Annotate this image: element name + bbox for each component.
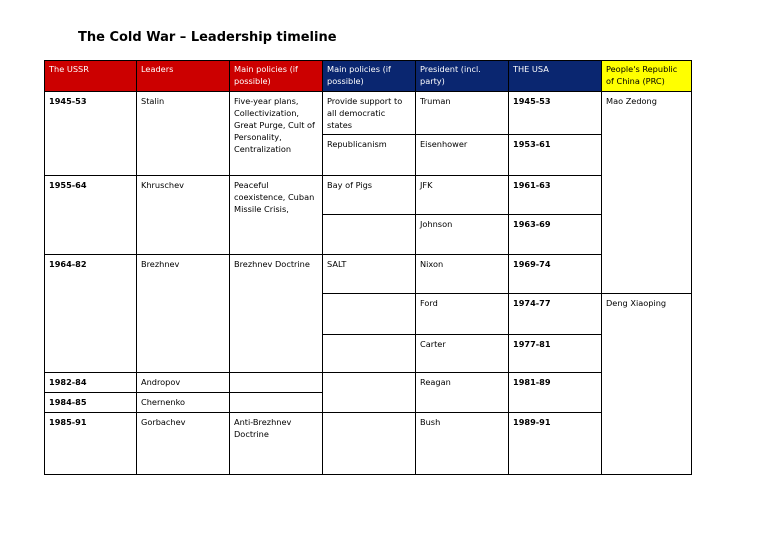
ussr-leader-cell: Brezhnev bbox=[137, 255, 230, 373]
leadership-timeline-table bbox=[44, 60, 692, 475]
ussr-policies-cell bbox=[230, 393, 323, 413]
ussr-leader-cell: Stalin bbox=[137, 92, 230, 176]
usa-policy-cell bbox=[323, 413, 416, 475]
usa-policy-cell bbox=[323, 373, 416, 413]
usa-policy-cell bbox=[323, 215, 416, 255]
usa-policy-cell: Provide support to all democratic states bbox=[323, 92, 416, 135]
table-row bbox=[45, 413, 692, 475]
usa-years-cell: 1981-89 bbox=[509, 373, 602, 413]
prc-leader-cell: Deng Xiaoping bbox=[602, 294, 692, 475]
usa-policy-cell bbox=[323, 335, 416, 373]
ussr-leader-cell: Gorbachev bbox=[137, 413, 230, 475]
table-row bbox=[45, 373, 692, 393]
ussr-policies-cell bbox=[230, 373, 323, 393]
header-usa: THE USA bbox=[509, 61, 602, 92]
ussr-policies-cell: Peaceful coexistence, Cuban Missile Crisis, bbox=[230, 176, 323, 255]
prc-leader-cell: Mao Zedong bbox=[602, 92, 692, 294]
usa-years-cell: 1989-91 bbox=[509, 413, 602, 475]
usa-president-cell: Reagan bbox=[416, 373, 509, 413]
header-ussr-policies: Main policies (if possible) bbox=[230, 61, 323, 92]
usa-years-cell: 1969-74 bbox=[509, 255, 602, 294]
header-president: President (incl. party) bbox=[416, 61, 509, 92]
ussr-policies-cell: Five-year plans, Collectivization, Great Purge, Cult of Personality, Centralization bbox=[230, 92, 323, 176]
table-row bbox=[45, 92, 692, 135]
usa-years-cell: 1977-81 bbox=[509, 335, 602, 373]
header-prc: People's Republic of China (PRC) bbox=[602, 61, 692, 92]
usa-years-cell: 1961-63 bbox=[509, 176, 602, 215]
ussr-leader-cell: Andropov bbox=[137, 373, 230, 393]
usa-years-cell: 1963-69 bbox=[509, 215, 602, 255]
usa-policy-cell: SALT bbox=[323, 255, 416, 294]
usa-policy-cell: Republicanism bbox=[323, 135, 416, 176]
usa-policy-cell bbox=[323, 294, 416, 335]
usa-president-cell: Ford bbox=[416, 294, 509, 335]
ussr-years-cell: 1955-64 bbox=[45, 176, 137, 255]
page-title: The Cold War – Leadership timeline bbox=[78, 30, 337, 45]
usa-president-cell: Eisenhower bbox=[416, 135, 509, 176]
header-ussr: The USSR bbox=[45, 61, 137, 92]
ussr-leader-cell: Chernenko bbox=[137, 393, 230, 413]
ussr-years-cell: 1985-91 bbox=[45, 413, 137, 475]
header-row bbox=[45, 61, 692, 92]
ussr-leader-cell: Khruschev bbox=[137, 176, 230, 255]
ussr-policies-cell: Anti-Brezhnev Doctrine bbox=[230, 413, 323, 475]
usa-years-cell: 1974-77 bbox=[509, 294, 602, 335]
header-usa-policies: Main policies (if possible) bbox=[323, 61, 416, 92]
usa-president-cell: Johnson bbox=[416, 215, 509, 255]
usa-president-cell: Carter bbox=[416, 335, 509, 373]
usa-president-cell: Nixon bbox=[416, 255, 509, 294]
usa-president-cell: Bush bbox=[416, 413, 509, 475]
usa-president-cell: JFK bbox=[416, 176, 509, 215]
usa-policy-cell: Bay of Pigs bbox=[323, 176, 416, 215]
table-row bbox=[45, 176, 692, 215]
ussr-years-cell: 1945-53 bbox=[45, 92, 137, 176]
header-leaders: Leaders bbox=[137, 61, 230, 92]
ussr-years-cell: 1984-85 bbox=[45, 393, 137, 413]
table-row bbox=[45, 255, 692, 294]
ussr-years-cell: 1982-84 bbox=[45, 373, 137, 393]
ussr-policies-cell: Brezhnev Doctrine bbox=[230, 255, 323, 373]
usa-years-cell: 1953-61 bbox=[509, 135, 602, 176]
usa-years-cell: 1945-53 bbox=[509, 92, 602, 135]
usa-president-cell: Truman bbox=[416, 92, 509, 135]
ussr-years-cell: 1964-82 bbox=[45, 255, 137, 373]
